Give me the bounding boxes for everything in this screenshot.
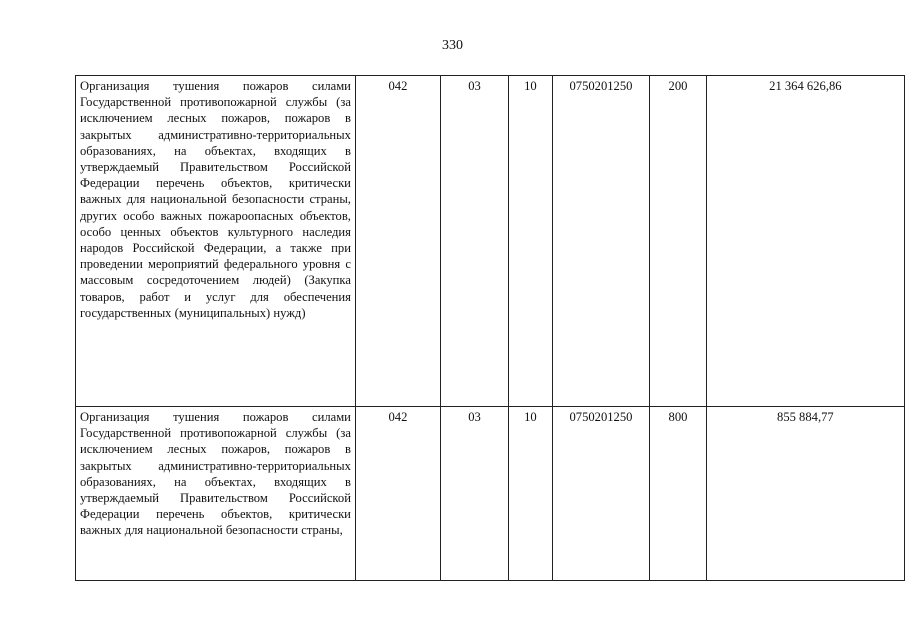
expense-type-code: 200	[650, 76, 706, 407]
table-row	[76, 407, 905, 581]
expense-type-code: 800	[650, 407, 706, 581]
budget-table	[75, 75, 905, 581]
row-description: Организация тушения пожаров силами Государственной противопожарной службы (за исключением лесных пожаров, пожаров в закрытых административно-территориальных образованиях, на объектах, входящих в утверждаемый Правительством Российской Федерации перечень объектов, критически важных для национальной безопасности страны,	[76, 407, 356, 581]
subsection-code: 10	[509, 407, 553, 581]
table-row	[76, 76, 905, 407]
ministry-code: 042	[355, 76, 440, 407]
row-description: Организация тушения пожаров силами Государственной противопожарной службы (за исключением лесных пожаров, пожаров в закрытых административно-территориальных образованиях, на объектах, входящих в утверждаемый Правительством Российской Федерации перечень объектов, критически важных для национальной безопасности страны, других особо важных пожароопасных объектов, особо ценных объектов культурного наследия народов Российской Федерации, а также при проведении мероприятий федерального уровня с массовым сосредоточением людей) (Закупка товаров, работ и услуг для обеспечения государственных (муниципальных) нужд)	[76, 76, 356, 407]
subsection-code: 10	[509, 76, 553, 407]
amount-value: 855 884,77	[706, 407, 904, 581]
target-article-code: 0750201250	[552, 76, 650, 407]
page-number: 330	[442, 38, 463, 53]
target-article-code: 0750201250	[552, 407, 650, 581]
section-code: 03	[440, 407, 508, 581]
amount-value: 21 364 626,86	[706, 76, 904, 407]
ministry-code: 042	[355, 407, 440, 581]
section-code: 03	[440, 76, 508, 407]
